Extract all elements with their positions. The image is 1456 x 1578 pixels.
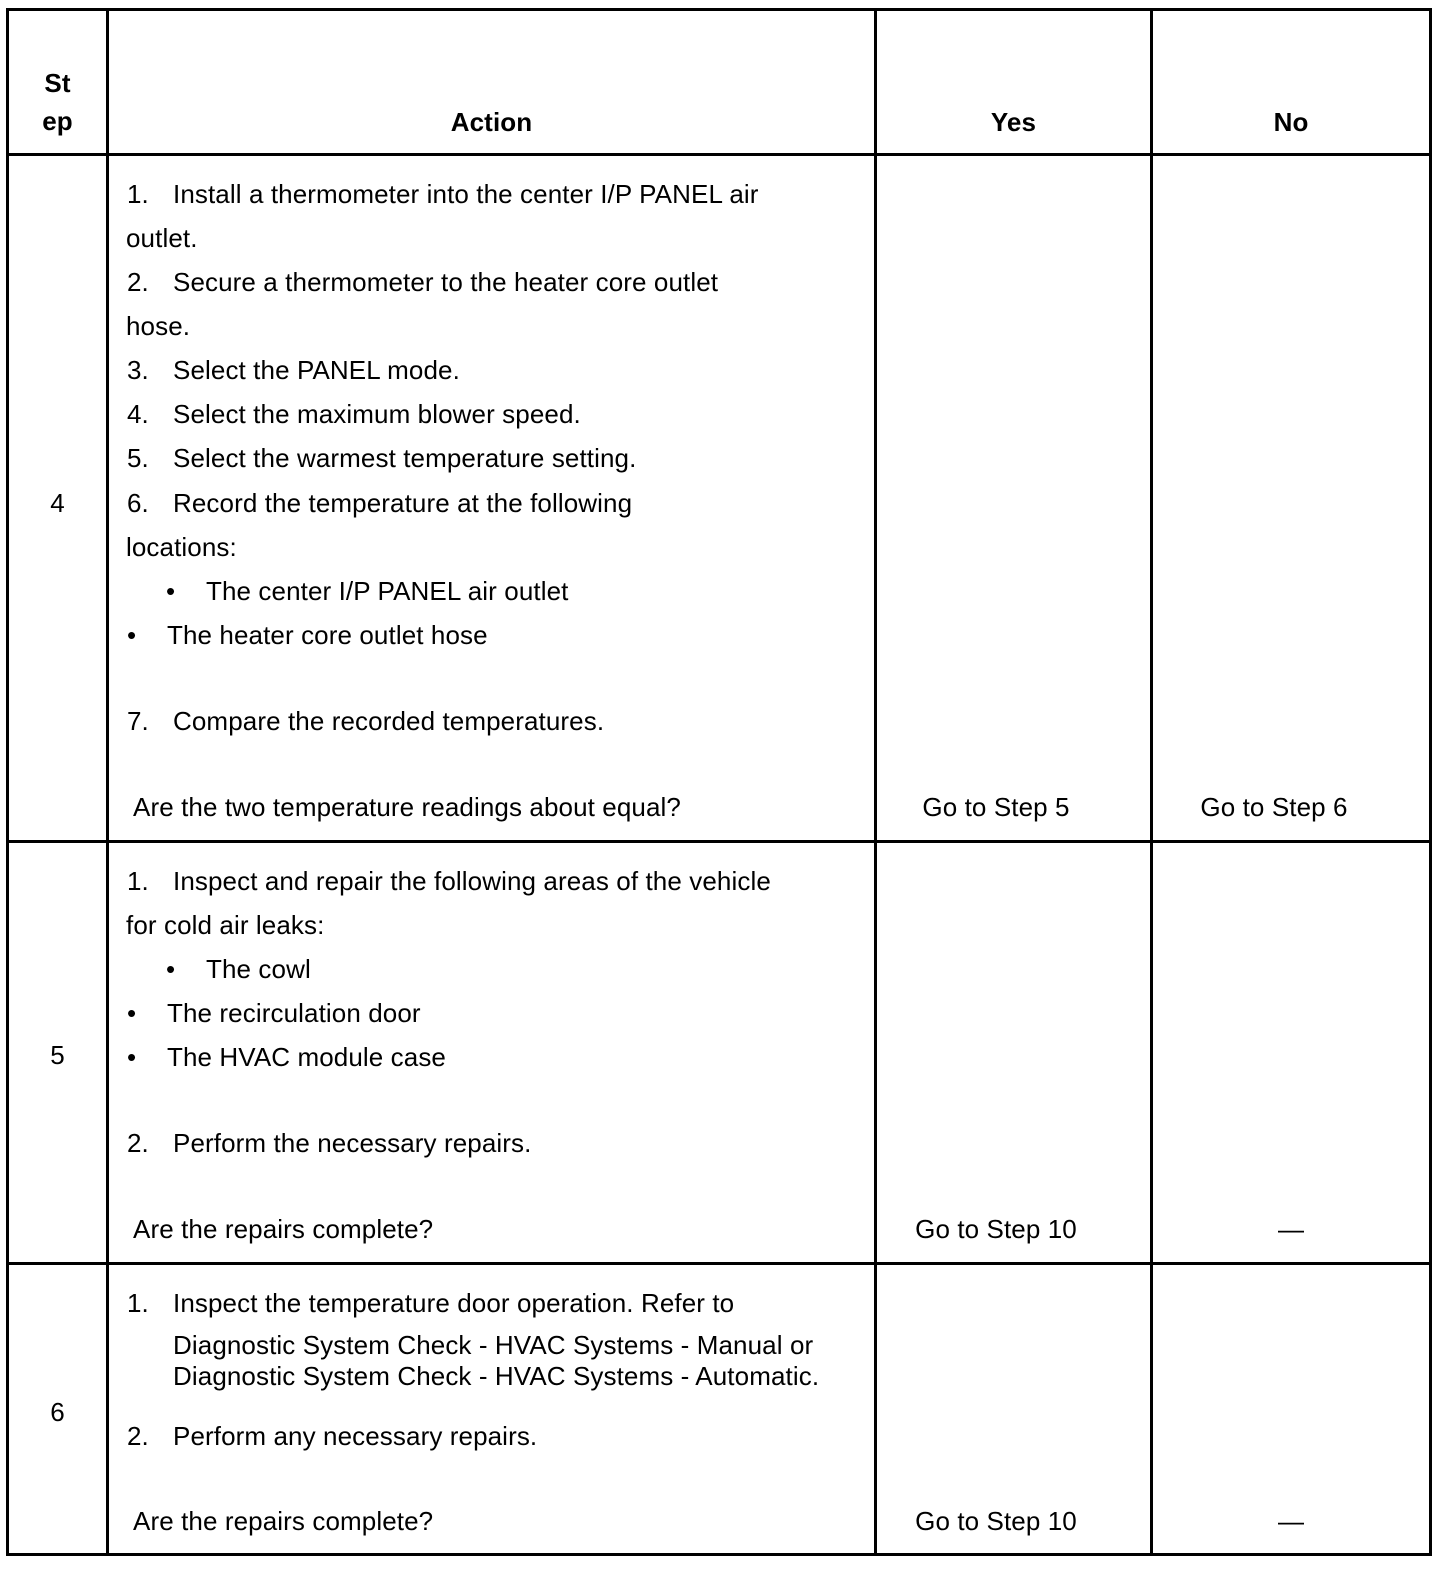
column-divider [1150,11,1153,1553]
column-divider [874,11,877,1553]
bullet-text: The center I/P PANEL air outlet [206,576,569,606]
line-number: 4. [127,399,149,429]
bullet-item [127,998,421,1028]
line-text: Diagnostic System Check - HVAC Systems - Automatic. [173,1361,820,1391]
line-number: 7. [127,706,149,736]
bullet-icon: • [127,998,137,1028]
header-step [9,68,106,136]
no-result: — [1277,1214,1305,1244]
row-divider [9,153,1429,156]
action-line [127,399,581,429]
line-number: 2. [127,267,149,297]
line-text: Select the PANEL mode. [173,355,460,385]
yes-result: Go to Step 10 [915,1214,1077,1244]
line-text: Diagnostic System Check - HVAC Systems - Manual or [173,1330,814,1360]
question: Are the two temperature readings about equal? [133,792,681,822]
line-text: Install a thermometer into the center I/P PANEL air [173,179,759,209]
line-text: Select the maximum blower speed. [173,399,581,429]
bullet-icon: • [127,620,137,650]
line-number: 3. [127,355,149,385]
step-number: 6 [50,1397,65,1427]
action-line [127,179,759,209]
line-text: Perform any necessary repairs. [173,1421,538,1451]
header-action: Action [450,107,533,137]
yes-result: Go to Step 10 [915,1506,1077,1536]
line-text: outlet. [126,223,198,253]
action-line [126,532,237,562]
line-text: for cold air leaks: [126,910,325,940]
action-line [126,311,190,341]
line-text: Select the warmest temperature setting. [173,443,637,473]
bullet-icon: • [166,576,176,606]
line-text: hose. [126,311,191,341]
action-line [127,1288,734,1318]
action-line [127,488,632,518]
no-result: Go to Step 6 [1200,792,1348,822]
bullet-text: The recirculation door [167,998,421,1028]
bullet-icon: • [127,1042,137,1072]
bullet-icon: • [166,954,176,984]
header-step-line2: ep [42,106,73,136]
bullet-item [127,620,488,650]
line-text: Inspect and repair the following areas of the vehicle [173,866,771,896]
question: Are the repairs complete? [133,1506,434,1536]
row-divider [9,840,1429,843]
line-number: 1. [127,866,149,896]
action-line [127,443,636,473]
row-divider [9,1262,1429,1265]
header-yes: Yes [990,107,1037,137]
action-line [126,223,198,253]
diagnostic-table [6,8,1432,1556]
line-number: 5. [127,443,149,473]
line-number: 1. [127,1288,149,1318]
line-number: 1. [127,179,149,209]
action-line [127,355,460,385]
bullet-item [166,954,311,984]
action-line [127,1128,531,1158]
bullet-text: The heater core outlet hose [167,620,488,650]
line-number: 2. [127,1128,149,1158]
step-number: 4 [50,488,65,518]
no-result: — [1277,1506,1305,1536]
question: Are the repairs complete? [133,1214,434,1244]
bullet-text: The HVAC module case [167,1042,446,1072]
step-number: 5 [50,1040,65,1070]
yes-result: Go to Step 5 [922,792,1070,822]
action-line [173,1330,813,1360]
line-text: Secure a thermometer to the heater core outlet [173,267,719,297]
line-text: Record the temperature at the following [173,488,633,518]
bullet-item [166,576,568,606]
line-number: 2. [127,1421,149,1451]
action-line [127,866,771,896]
action-line [173,1361,819,1391]
header-no: No [1273,107,1309,137]
action-line [126,910,324,940]
action-line [127,1421,537,1451]
line-text: Compare the recorded temperatures. [173,706,605,736]
line-number: 6. [127,488,149,518]
header-step-line1: St [44,68,71,98]
line-text: Perform the necessary repairs. [173,1128,532,1158]
line-text: Inspect the temperature door operation. Refer to [173,1288,735,1318]
column-divider [106,11,109,1553]
action-line [127,706,604,736]
line-text: locations: [126,532,237,562]
bullet-item [127,1042,446,1072]
action-line [127,267,718,297]
bullet-text: The cowl [206,954,311,984]
